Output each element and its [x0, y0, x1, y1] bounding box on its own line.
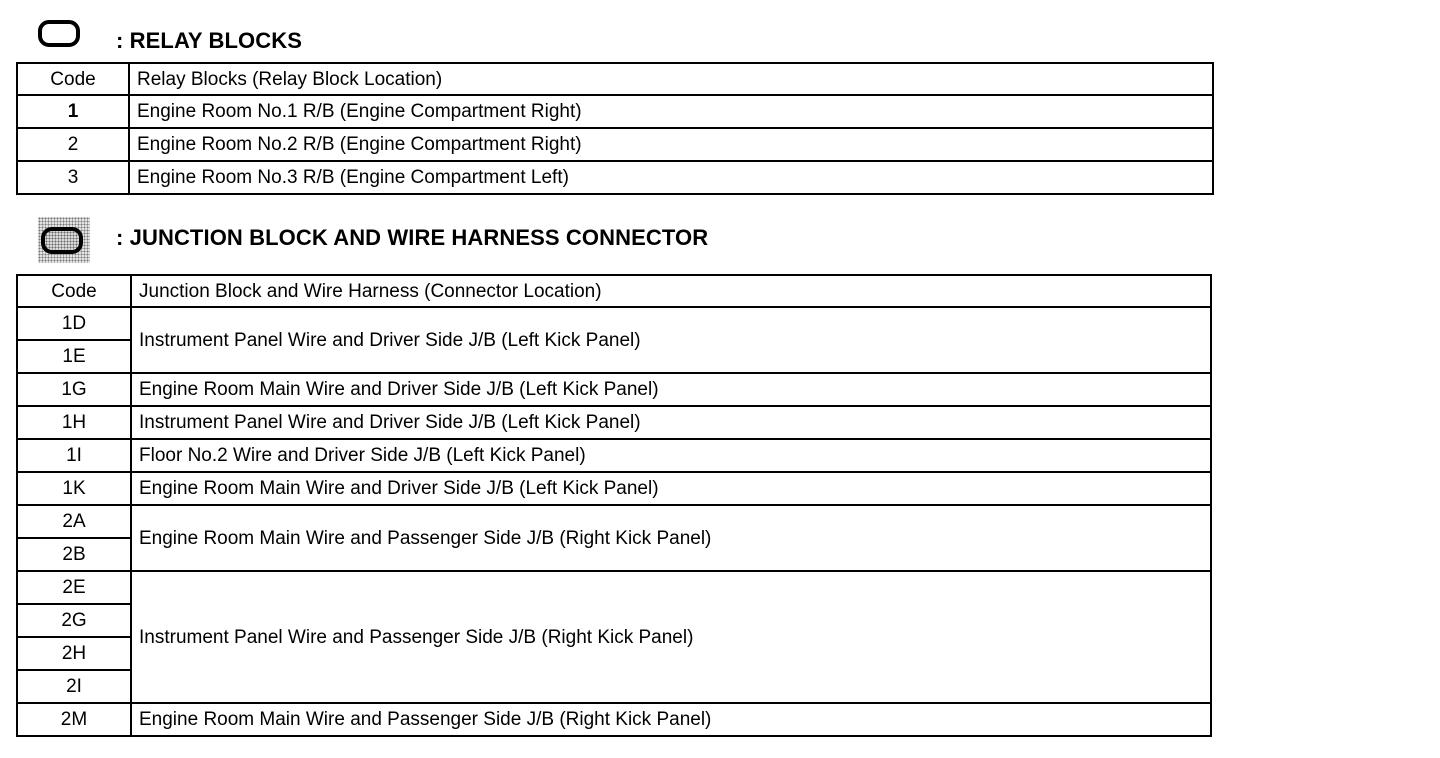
- row-code: 2: [17, 128, 129, 161]
- row-location: Floor No.2 Wire and Driver Side J/B (Left Kick Panel): [131, 439, 1211, 472]
- table-row: [17, 571, 1211, 604]
- table-header-row: [17, 275, 1211, 307]
- relay-blocks-title: : RELAY BLOCKS: [116, 28, 302, 53]
- relay-blocks-table: [16, 62, 1214, 195]
- rounded-rect-outline-icon: [38, 20, 80, 47]
- row-code: 1E: [17, 340, 131, 373]
- table-row: [17, 373, 1211, 406]
- location-header: Relay Blocks (Relay Block Location): [129, 63, 1213, 95]
- row-code: 2M: [17, 703, 131, 736]
- row-code: 1I: [17, 439, 131, 472]
- table-row: [17, 161, 1213, 194]
- row-location: Engine Room Main Wire and Driver Side J/B (Left Kick Panel): [131, 373, 1211, 406]
- table-row: [17, 472, 1211, 505]
- row-location: Instrument Panel Wire and Driver Side J/B (Left Kick Panel): [131, 406, 1211, 439]
- code-header: Code: [17, 275, 131, 307]
- row-code: 2G: [17, 604, 131, 637]
- row-location: Engine Room Main Wire and Passenger Side J/B (Right Kick Panel): [131, 505, 1211, 571]
- table-row: [17, 128, 1213, 161]
- row-location: Engine Room Main Wire and Driver Side J/B (Left Kick Panel): [131, 472, 1211, 505]
- junction-blocks-heading: [38, 217, 709, 265]
- junction-blocks-title: : JUNCTION BLOCK AND WIRE HARNESS CONNECTOR: [116, 225, 709, 250]
- row-code: 2I: [17, 670, 131, 703]
- row-code: 1H: [17, 406, 131, 439]
- row-code: 1D: [17, 307, 131, 340]
- row-location: Engine Room No.3 R/B (Engine Compartment Left): [129, 161, 1213, 194]
- table-row: [17, 406, 1211, 439]
- row-code: 1: [17, 95, 129, 128]
- row-location: Engine Room No.2 R/B (Engine Compartment Right): [129, 128, 1213, 161]
- table-row: [17, 439, 1211, 472]
- row-location: Instrument Panel Wire and Passenger Side J/B (Right Kick Panel): [131, 571, 1211, 703]
- row-code: 2E: [17, 571, 131, 604]
- code-header: Code: [17, 63, 129, 95]
- table-row: [17, 95, 1213, 128]
- row-location: Instrument Panel Wire and Driver Side J/B (Left Kick Panel): [131, 307, 1211, 373]
- table-row: [17, 505, 1211, 538]
- row-code: 2H: [17, 637, 131, 670]
- row-location: Engine Room No.1 R/B (Engine Compartment Right): [129, 95, 1213, 128]
- table-row: [17, 307, 1211, 340]
- table-row: [17, 703, 1211, 736]
- row-location: Engine Room Main Wire and Passenger Side J/B (Right Kick Panel): [131, 703, 1211, 736]
- table-header-row: [17, 63, 1213, 95]
- rounded-rect-shaded-icon: [41, 227, 83, 254]
- row-code: 2B: [17, 538, 131, 571]
- row-code: 2A: [17, 505, 131, 538]
- row-code: 1G: [17, 373, 131, 406]
- row-code: 3: [17, 161, 129, 194]
- row-code: 1K: [17, 472, 131, 505]
- location-header: Junction Block and Wire Harness (Connector Location): [131, 275, 1211, 307]
- junction-blocks-table: [16, 274, 1212, 737]
